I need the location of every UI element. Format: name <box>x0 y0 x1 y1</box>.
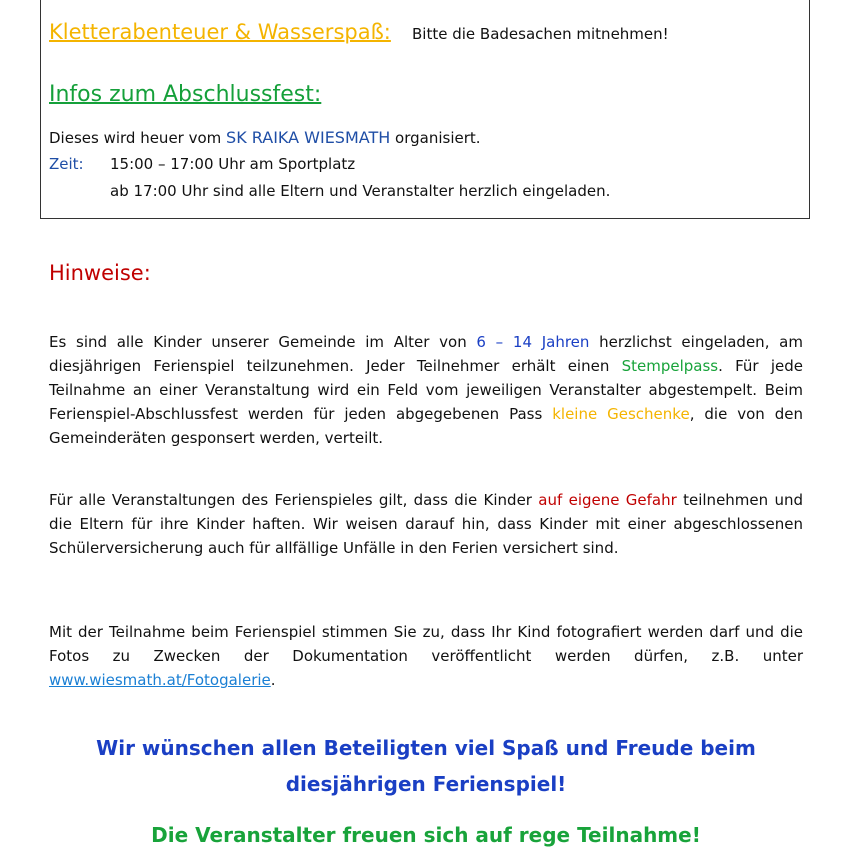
zeit-line-2: ab 17:00 Uhr sind alle Eltern und Veranstalter herzlich eingeladen. <box>110 182 611 200</box>
paragraph-photos <box>49 620 803 692</box>
p2-text-a: Für alle Veranstaltungen des Ferienspieles gilt, dass die Kinder <box>49 491 539 509</box>
p2-text-b: teilnehmen und die Eltern für ihre Kinder haften. Wir weisen darauf hin, dass Kinder mit einer abgeschlossenen Schülerversicherung auch für allfällige Unfälle in den Ferien versichert sind. <box>49 491 803 557</box>
org-suffix: organisiert. <box>390 129 481 147</box>
paragraph-liability <box>49 488 803 560</box>
stempelpass: Stempelpass <box>621 357 719 375</box>
hinweise-title: Hinweise: <box>49 261 151 285</box>
paragraph-participation <box>49 330 803 450</box>
kletter-title: Kletterabenteuer & Wasserspaß: <box>49 20 391 44</box>
closing-line-3: Die Veranstalter freuen sich auf rege Teilnahme! <box>151 823 701 847</box>
zeit-line-1: 15:00 – 17:00 Uhr am Sportplatz <box>110 155 356 173</box>
p3-text-a: Mit der Teilnahme beim Ferienspiel stimmen Sie zu, dass Ihr Kind fotografiert werden darf und die Fotos zu Zwecken der Dokumentation veröffentlicht werden dürfen, z.B. unter <box>49 623 803 665</box>
fest-title: Infos zum Abschlussfest: <box>49 82 322 107</box>
zeit-label: Zeit: <box>49 155 84 173</box>
closing-line-1: Wir wünschen allen Beteiligten viel Spaß und Freude beim <box>96 736 756 760</box>
p1-text-b: herzlichst eingeladen, am diesjährigen Ferienspiel teilzunehmen. Jeder Teilnehmer erhält einen <box>49 333 803 375</box>
p1-text-d: , die von den Gemeinderäten gesponsert werden, verteilt. <box>49 405 803 447</box>
org-line <box>49 128 481 147</box>
p3-text-b: . <box>270 671 276 689</box>
p1-text-a: Es sind alle Kinder unserer Gemeinde im Alter von <box>49 333 477 351</box>
org-prefix: Dieses wird heuer vom <box>49 129 227 147</box>
org-name: SK RAIKA WIESMATH <box>226 128 391 147</box>
photo-gallery-link[interactable]: www.wiesmath.at/Fotogalerie <box>49 671 271 689</box>
gifts: kleine Geschenke <box>552 405 690 423</box>
own-risk: auf eigene Gefahr <box>538 491 677 509</box>
closing-line-2: diesjährigen Ferienspiel! <box>285 772 567 796</box>
kletter-text: Bitte die Badesachen mitnehmen! <box>412 25 669 43</box>
age-range: 6 – 14 Jahren <box>476 333 590 351</box>
p1-text-c: . Für jede Teilnahme an einer Veranstaltung wird ein Feld vom jeweiligen Veranstalter abgestempelt. Beim Ferienspiel-Abschlussfest werden für jeden abgegebenen Pass <box>49 357 803 423</box>
